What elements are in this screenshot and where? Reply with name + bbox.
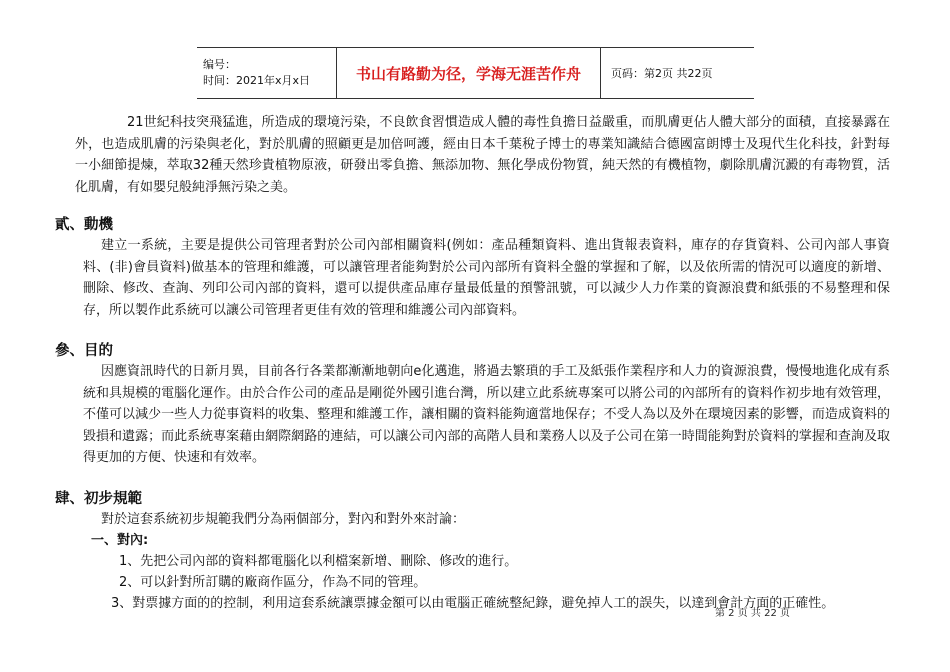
spec-item: 3、對票據方面的的控制，利用這套系統讓票據金額可以由電腦正確統整紀錄，避免掉人工的誤失，以達到會計方面的正確性。 [111, 595, 835, 611]
intro-paragraph: 21世紀科技突飛猛進，所造成的環境污染，不良飲食習慣造成人體的毒性負擔日益嚴重，而肌膚更佔人體大部分的面積，直接暴露在外，也造成肌膚的污染與老化，對於肌膚的照顧更是加倍呵護，經由日本千葉稅子博士的專業知識結合德國富朗博士及現代生化科技，針對每一小細節提煉，萃取32種天然珍貴植物原液，研發出零負擔、無添加物、無化學成份物質，純天然的有機植物，劇除肌膚沉澱的有毒物質，活化肌膚，有如嬰兒般純淨無污染之美。 [75, 115, 890, 195]
header-meta [197, 48, 337, 98]
spec-item: 2、可以針對所訂購的廠商作區分，作為不同的管理。 [119, 574, 427, 590]
spec-item: 1、先把公司內部的資料都電腦化以利檔案新增、刪除、修改的進行。 [119, 553, 518, 569]
page-header [197, 47, 754, 99]
header-page-label: 页码：第2页 共22页 [611, 67, 713, 80]
page-footer: 第 2 页 共 22 页 [715, 608, 790, 619]
section-text-motivation: 建立一系統，主要是提供公司管理者對於公司內部相關資料(例如：產品種類資料、進出貨報表資料，庫存的存貨資料、公司內部人事資料、(非)會員資料)做基本的管理和維護，可以讓管理者能夠對於公司內部所有資料全盤的掌握和了解，以及依所需的情況可以適度的新增、刪除、修改、查詢、列印公司內部的資料，還可以提供產品庫存量最低量的預警訊號，可以減少人力作業的資源浪費和紙張的不易整理和保存，所以製作此系統可以讓公司管理者更佳有效的管理和維護公司內部資料。 [83, 238, 890, 318]
spec-subtitle-internal: 一、對內: [91, 532, 149, 548]
header-time-label: 时间：2021年x月x日 [203, 74, 311, 87]
section-text-purpose: 因應資訊時代的日新月異，目前各行各業都漸漸地朝向e化邁進，將過去繁瑣的手工及紙張作業程序和人力的資源浪費，慢慢地進化成有系統和具規模的電腦化運作。由於合作公司的產品是剛從外國引進台灣，所以建立此系統專案可以將公司的內部所有的資料作初步地有效管理，不僅可以減少一些人力從事資料的收集、整理和維護工作，讓相關的資料能夠適當地保存；不受人為以及外在環境因素的影響，而造成資料的毀損和遺露；而此系統專案藉由網際網路的連結，可以讓公司內部的高階人員和業務人以及子公司在第一時間能夠對於資料的掌握和查詢及取得更加的方便、快速和有效率。 [83, 364, 890, 465]
section-title-specification: 肆、初步規範 [55, 490, 142, 507]
document-body [55, 112, 890, 614]
spec-intro: 對於這套系統初步規範我們分為兩個部分，對內和對外來討論： [101, 511, 466, 527]
section-title-purpose: 參、目的 [55, 343, 113, 359]
section-title-motivation: 貳、動機 [55, 217, 113, 233]
header-number-label: 编号： [203, 58, 236, 71]
header-motto-cell [337, 48, 601, 98]
header-motto: 书山有路勤为径，学海无涯苦作舟 [355, 64, 581, 83]
header-page-cell [601, 48, 754, 98]
